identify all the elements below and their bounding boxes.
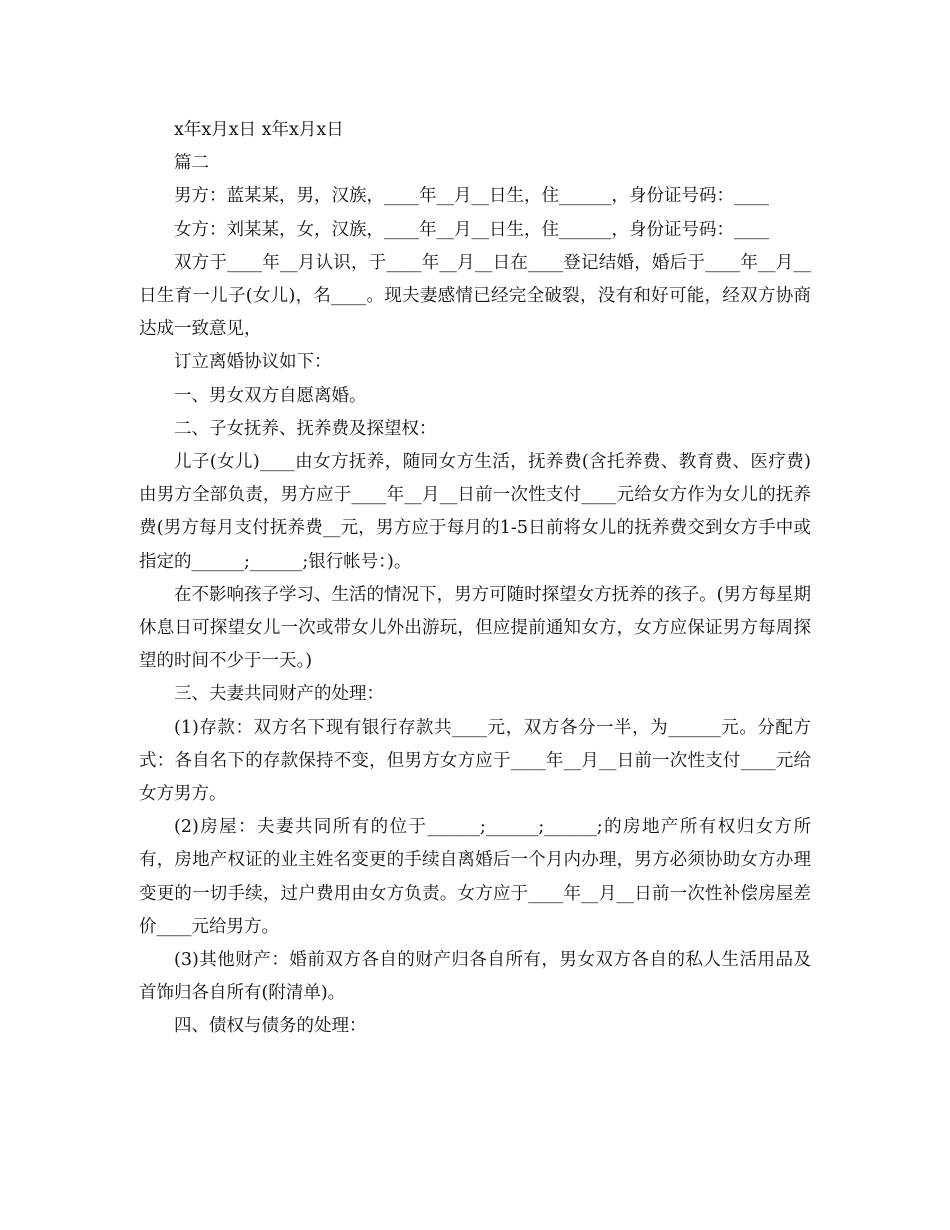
clause-child-heading: 二、子女抚养、抚养费及探望权：: [174, 418, 437, 439]
party-male: 男方：蓝某某，男，汉族，____年__月__日生，住______，身份证号码：____: [174, 186, 769, 207]
clause-house: (2)房屋：夫妻共同所有的位于______;______;______;的房地产所有权归女方所有，房地产权证的业主姓名变更的手续自离婚后一个月内办理，男方必须协助女方办理变更的一切手续，过户费用由女方负责。女方应于____年__月__日前一次性补偿房屋差价____元给男方。: [139, 817, 811, 937]
section-heading: 篇二: [174, 153, 209, 174]
clause-debts-heading: 四、债权与债务的处理：: [174, 1016, 367, 1037]
clause-deposits: (1)存款：双方名下现有银行存款共____元，双方各分一半，为______元。分配方式：各自名下的存款保持不变，但男方女方应于____年__月__日前一次性支付____元给女方男方。: [139, 717, 811, 805]
document-body: [139, 114, 811, 1044]
clause-visitation: 在不影响孩子学习、生活的情况下，男方可随时探望女方抚养的孩子。(男方每星期休息日可探望女儿一次或带女儿外出游玩，但应提前通知女方，女方应保证男方每周探望的时间不少于一天。): [139, 584, 811, 672]
signature-date-line: x年x月x日 x年x月x日: [174, 120, 344, 140]
clause-divorce: 一、男女双方自愿离婚。: [174, 385, 367, 406]
clause-property-heading: 三、夫妻共同财产的处理：: [174, 684, 384, 705]
clause-child-support: 儿子(女儿)____由女方抚养，随同女方生活，抚养费(含托养费、教育费、医疗费)由男方全部负责，男方应于____年__月__日前一次性支付____元给女方作为女儿的抚养费(男方每月支付抚养费__元，男方应于每月的1-5日前将女儿的抚养费交到女方手中或指定的______;______;银行帐号：)。: [139, 452, 811, 572]
party-female: 女方：刘某某，女，汉族，____年__月__日生，住______，身份证号码：____: [174, 219, 769, 240]
clause-other-property: (3)其他财产：婚前双方各自的财产归各自所有，男女双方各自的私人生活用品及首饰归各自所有(附清单)。: [139, 950, 811, 1004]
agreement-intro: 订立离婚协议如下：: [174, 352, 332, 373]
marriage-background: 双方于____年__月认识，于____年__月__日在____登记结婚，婚后于____年__月__日生育一儿子(女儿)，名____。现夫妻感情已经完全破裂，没有和好可能，经双方协商达成一致意见，: [139, 252, 811, 340]
